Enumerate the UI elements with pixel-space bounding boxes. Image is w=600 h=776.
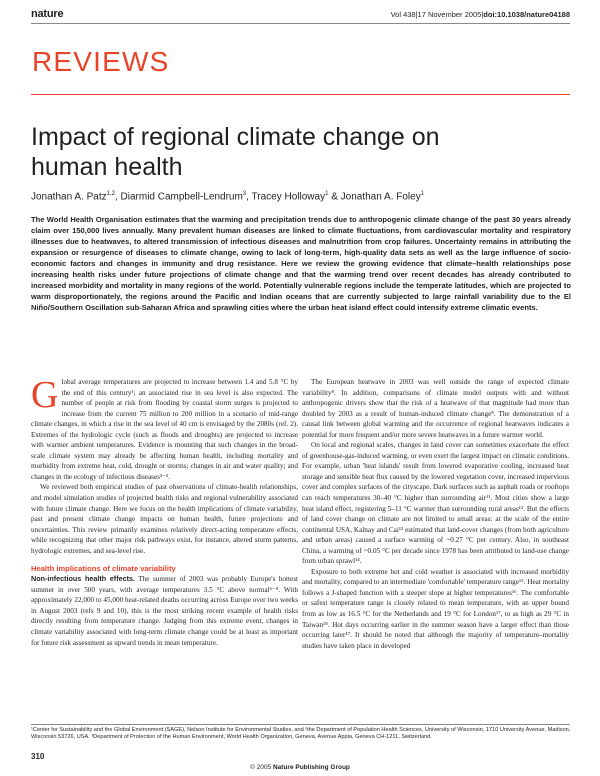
abstract: The World Health Organisation estimates that the warming and precipitation trends due to anthropogenic climate change of the past 30 years already claim over 150,000 lives annually. Many prevalent human diseases are linked to climate fluctuations, from cardiovascular mortality and respiratory illnesses due to heatwaves, to altered transmission of infectious diseases and malnutrition from crop failures. Uncertainty remains in attributing the expansion or resurgence of diseases to climate change, owing to lack of long-term, high-quality data sets as well as the large influence of socio-economic factors and changes in immunity and drug resistance. Here we review the growing evidence that climate–health relationships pose increasing health risks under future projections of climate change and that the warming trend over recent decades has already contributed to increased morbidity and mortality in many regions of the world. Potentially vulnerable regions include the temperate latitudes, which are projected to warm disproportionately, the regions around the Pacific and Indian oceans that are currently subjected to large rainfall variability due to the El Niño/Southern Oscillation sub-Saharan Africa and sprawling cities where the urban heat island effect could intensify extreme climatic events. (31, 215, 571, 312)
intro-text: lobal average temperatures are projected to increase between 1.4 and 5.8 °C by the end of this century¹; an associated rise in sea level is also expected. The number of people at risk from flooding by coastal storm surges is projected to increase from the current 75 million to 200 million in a scenario of mid-range climate changes, in which a rise in the sea level of 40 cm is envisaged by the 2080s (ref. 2). Extremes of the hydrologic cycle (such as floods and droughts) are projected to increase with warmer ambient temperatures. Evidence is mounting that such changes in the broad-scale climate system may already be affecting human health, including mortality and morbidity from extreme heat, cold, drought or storms; changes in air and water quality; and changes in the ecology of infectious diseases³⁻⁵. (31, 378, 298, 481)
copyright-line (0, 764, 600, 771)
author-affiliation: 3 (242, 191, 247, 197)
section-rule (31, 94, 570, 95)
citation-doi: doi:10.1038/nature04188 (483, 10, 570, 19)
affiliations-footnote: ¹Center for Sustainability and the Global Environment (SAGE), Nelson Institute for Environmental Studies, and ²the Department of Population Health Sciences, University of Wisconsin, 1710 University Avenue, Madison, Wisconsin 53726, USA. ³Department of Protection of the Human Environment, World Health Organization, Geneva, Avenue Appia, Geneva CH-1211, Switzerland. (31, 727, 571, 741)
journal-logo: nature (31, 8, 64, 20)
intro-paragraph (31, 374, 298, 482)
publisher-name: Nature Publishing Group (272, 764, 350, 771)
body-paragraph: On local and regional scales, changes in land cover can sometimes exacerbate the effect of greenhouse-gas-induced warming, or even exert the largest impact on climatic conditions. For example, urban 'heat islands' result from lowered evaporative cooling, increased heat storage and sensible heat flux caused by the lowered vegetation cover, increased impervious cover and complex surfaces of the cityscape. Dark surfaces such as asphalt roads or rooftops can reach temperatures 30–40 °C higher than surrounding air¹¹. Most cities show a large heat island effect, registering 5–11 °C warmer than surrounding rural areas¹². But the effects of land cover change on climate are not limited to small areas: at the scale of the entire continental USA, Kalnay and Cai¹³ estimated that land-cover changes (from both agriculture and urban areas) caused a surface warming of ~0.27 °C per century. Also, in southeast China, a warming of ~0.05 °C per decade since 1978 has been attributed to land-use change from urban sprawl¹⁴. (302, 441, 569, 566)
footnote-rule (31, 724, 570, 725)
article-title: Impact of regional climate change on human health (31, 123, 440, 181)
section-heading: Health implications of climate variability (31, 564, 176, 574)
author-affiliation: 1,2 (106, 191, 115, 197)
body-paragraph (31, 574, 298, 648)
author-affiliation: 1 (420, 191, 425, 197)
author-name: Diarmid Campbell-Lendrum (120, 191, 243, 203)
header-rule (31, 23, 570, 24)
author-affiliation: 1 (325, 191, 329, 197)
drop-cap: G (31, 374, 59, 416)
body-paragraph: The European heatwave in 2003 was well outside the range of expected climate variability⁸. In addition, comparisons of climate model outputs with and without anthropogenic drivers show that the risk of a heatwave of that magnitude had more than doubled by 2003 as a result of human-induced climate change⁸. The demonstration of a causal link between global warming and the occurrence of regional heatwaves indicates a potential for more frequent and/or more severe heatwaves in a future warmer world. (302, 378, 569, 439)
author-separator: & (328, 191, 341, 203)
body-paragraph: Exposure to both extreme hot and cold weather is associated with increased morbidity and mortality, compared to an intermediate 'comfortable' temperature range¹⁵. Heat mortality follows a J-shaped function with a steeper slope at higher temperatures¹⁶. The comfortable or safest temperature range is closely related to mean temperature, with an upper bound from as low as 16.5 °C for the Netherlands and 19 °C for London¹⁷, to as high as 29 °C in Taiwan¹⁸. Hot days occurring earlier in the summer season have a larger effect than those occurring later¹⁷. It should be noted that although the majority of temperature–mortality studies have taken place in developed (302, 567, 569, 650)
author-name: Tracey Holloway (251, 191, 326, 203)
copyright-year: © 2005 (250, 764, 273, 771)
author-name: Jonathan A. Patz (31, 191, 107, 203)
left-column (31, 374, 298, 648)
right-column (302, 377, 569, 651)
citation-line (391, 10, 570, 19)
section-label: REVIEWS (32, 46, 170, 77)
paragraph-text: The summer of 2003 was probably Europe's hottest summer in over 500 years, with average temperatures 3.5 °C above normal⁶⁻⁸. With approximately 22,000 to 45,000 heat-related deaths occurring across Europe over two weeks in August 2003 (refs 9 and 10), this is the most striking recent example of health risks directly resulting from temperature change. Judging from this extreme event, changes in climate variability associated with long-term climate change could be at least as important for future risk assessment as upward trends in mean temperature. (31, 575, 298, 647)
author-name: Jonathan A. Foley (340, 191, 421, 203)
paragraph-lead: Non-infectious health effects. (31, 574, 135, 584)
page-number: 310 (31, 752, 45, 761)
author-separator: , (114, 191, 121, 203)
body-paragraph: We reviewed both empirical studies of past observations of climate-health relationships, and model simulation studies of projected health risks and regional vulnerability associated with future climate change. Here we focus on the health implications of climate variability, past and present climate change impacts on human health, future projections and uncertainties. This review primarily examines relatively direct-acting temperature effects, while recognizing that other major risk pathways exist, for instance, altered storm patterns, hydrologic extremes, and sea-level rise. (31, 483, 298, 555)
author-list (31, 191, 424, 202)
author-separator: , (246, 191, 252, 203)
citation-volume: Vol 438|17 November 2005| (390, 10, 484, 19)
